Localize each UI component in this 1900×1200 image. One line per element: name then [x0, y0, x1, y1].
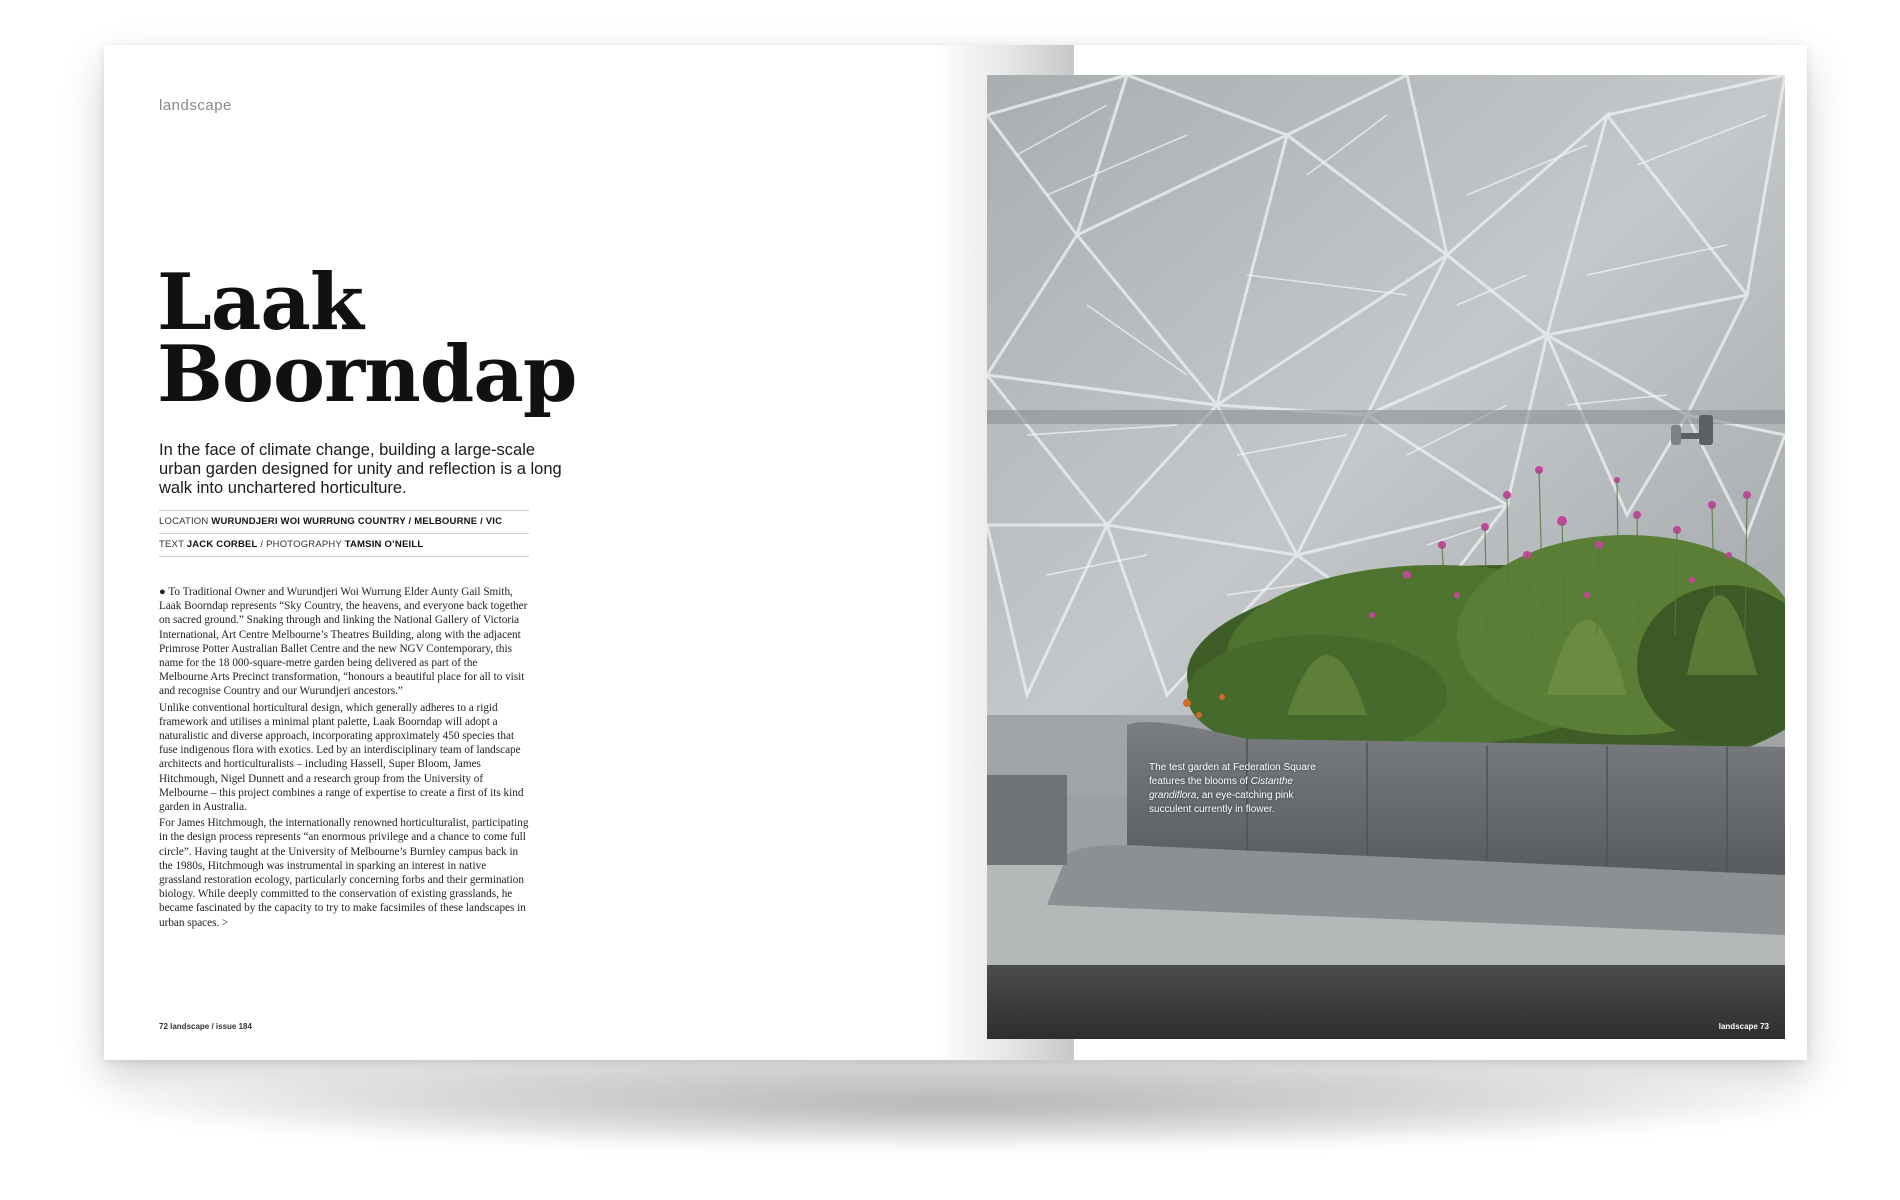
photo-illustration: [987, 75, 1785, 1039]
folio-left: 72 landscape / issue 184: [159, 1022, 252, 1031]
location-value: WURUNDJERI WOI WURRUNG COUNTRY / MELBOURNE / VIC: [211, 516, 503, 527]
credit-divider: [159, 556, 529, 557]
author-name: JACK CORBEL: [186, 539, 258, 550]
location-label: LOCATION: [159, 516, 212, 527]
photography-label: / PHOTOGRAPHY: [257, 539, 345, 550]
facade-band: [987, 410, 1785, 424]
text-label: TEXT: [159, 539, 187, 550]
article-title: [157, 257, 677, 420]
photographer-name: TAMSIN O’NEILL: [344, 539, 424, 550]
byline-credit: [159, 533, 529, 555]
page-shadow: [110, 1060, 1800, 1150]
asphalt-left: [987, 775, 1067, 865]
road: [987, 965, 1785, 1039]
article-deck: In the face of climate change, building a large-scale urban garden designed for unity and reflection is a long walk into unchartered horticulture.: [159, 441, 562, 497]
photo-caption: [1149, 761, 1319, 817]
caption-species: Cistanthe grandiflora: [1149, 776, 1293, 801]
title-line-1: Laak: [157, 257, 363, 348]
caption-suffix: , an eye-catching pink succulent currently in flower.: [1149, 790, 1294, 815]
body-paragraph-1: ● To Traditional Owner and Wurundjeri Woi Wurrung Elder Aunty Gail Smith, Laak Boorndap represents “Sky Country, the heavens, and everyone back together on sacred ground.” Snaking through and linking the National Gallery of Victoria International, Art Centre Melbourne’s Theatres Building, along with the adjacent Primrose Potter Australian Ballet Centre and the new NGV Contemporary, this name for the 18 000-square-metre garden being delivered as part of the Melbourne Arts Precinct transformation, “honours a beautiful place for all to visit and recognise Country and our Wurundjeri ancestors.”: [159, 586, 528, 698]
section-tag: landscape: [159, 97, 232, 114]
garden-photo: [987, 75, 1785, 1039]
folio-right: landscape 73: [1718, 1022, 1769, 1031]
title-line-2: Boorndap: [157, 329, 577, 420]
caption-prefix: The test garden at Federation Square features the blooms of: [1149, 762, 1316, 787]
body-text: [159, 585, 529, 932]
body-paragraph-3: For James Hitchmough, the internationally renowned horticulturalist, participating in the design process represents “an enormous privilege and a chance to come full circle”. Having taught at the University of Melbourne’s Burnley campus back in the 1980s, Hitchmough was instrumental in sparking an interest in native grassland restoration ecology, particularly concerning forbs and their germination biology. While deeply committed to the conservation of existing grasslands, he became fascinated by the capacity to try to make facsimiles of these landscapes in urban spaces. >: [159, 817, 529, 929]
location-credit: [159, 510, 529, 532]
magazine-spread: [104, 45, 1807, 1060]
body-paragraph-2: Unlike conventional horticultural design, which generally adheres to a rigid framework and utilises a minimal plant palette, Laak Boorndap will adopt a naturalistic and diverse approach, incorporating approximately 450 species that fuse indigenous flora with exotics. Led by an interdisciplinary team of landscape architects and horticulturalists – including Hassell, Super Bloom, James Hitchmough, Nigel Dunnett and a research group from the University of Melbourne – this project combines a range of expertise to create a first of its kind garden in Australia.: [159, 701, 524, 814]
